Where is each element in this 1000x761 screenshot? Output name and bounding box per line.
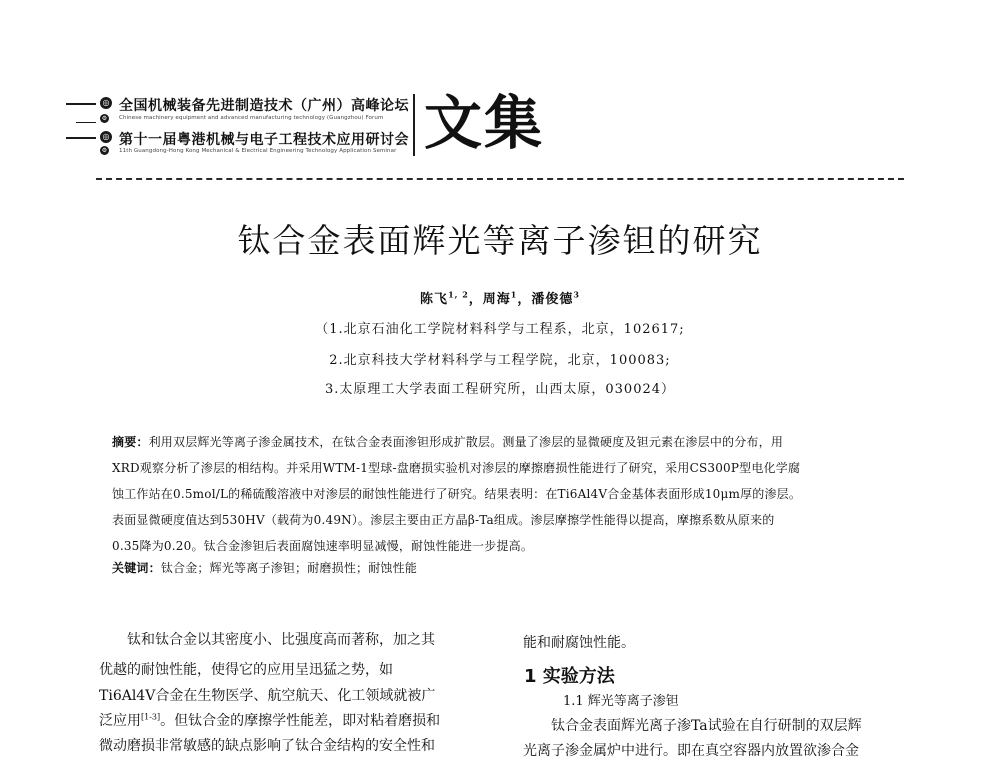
header-separator <box>96 178 904 180</box>
author-3-affil: 3 <box>573 289 580 300</box>
author-line <box>0 288 1000 307</box>
body-text-line: 钛和钛合金以其密度小、比强度高而著称，加之其 <box>99 632 435 648</box>
paper-title: 钛合金表面辉光等离子渗钽的研究 <box>237 221 763 260</box>
body-text: 。但钛合金的摩擦学性能差，即对粘着磨损和 <box>160 713 441 729</box>
body-text-line: 光离子渗金属炉中进行。即在真空容器内放置欲渗合金 <box>523 743 859 759</box>
abstract-label: 摘要： <box>112 435 149 449</box>
affiliation-1: （1.北京石油化工学院材料科学与工程系，北京，102617; <box>315 322 685 337</box>
abstract-line: 蚀工作站在0.5mol/L的稀硫酸溶液中对渗层的耐蚀性能进行了研究。结果表明：在Ti6Al4V合金基体表面形成10μm厚的渗层。 <box>112 487 802 501</box>
header-rule-2 <box>76 122 96 123</box>
keywords-label: 关键词： <box>112 561 161 575</box>
author-3: ，潘俊德 <box>517 292 574 307</box>
header-rule-1 <box>66 103 96 105</box>
seminar-logo-icon: ◎ <box>100 131 112 143</box>
proceedings-brand: 文集 <box>424 89 545 157</box>
affiliation-2: 2.北京科技大学材料科学与工程学院，北京，100083; <box>329 353 671 368</box>
affiliation-3: 3.太原理工大学表面工程研究所，山西太原，030024） <box>324 382 676 397</box>
forum-title: 全国机械装备先进制造技术（广州）高峰论坛 <box>119 98 409 114</box>
forum-logo-icon: ◎ <box>100 97 112 109</box>
body-text-line: Ti6Al4V合金在生物医学、航空航天、化工领域就被广 <box>99 688 436 704</box>
author-1: 陈飞 <box>420 292 449 307</box>
body-text-line: 钛合金表面辉光离子渗Ta试验在自行研制的双层辉 <box>523 718 862 734</box>
keywords-text: 钛合金；辉光等离子渗钽；耐磨损性；耐蚀性能 <box>160 561 418 575</box>
gear-icon: ⚙ <box>101 115 108 122</box>
header-rule-3 <box>66 137 96 139</box>
seminar-title: 第十一届粤港机械与电子工程技术应用研讨会 <box>119 132 409 148</box>
body-text-line: 能和耐腐蚀性能。 <box>523 635 635 651</box>
body-text-line: 微动磨损非常敏感的缺点影响了钛合金结构的安全性和 <box>99 738 435 754</box>
forum-subtitle: Chinese machinery equipment and advanced manufacturing technology (Guangzhou) Forum <box>119 115 384 121</box>
citation-ref: [1-3] <box>141 712 161 722</box>
subsection-heading: 1.1 辉光等离子渗钽 <box>563 694 679 709</box>
header-divider <box>413 94 415 156</box>
gear-icon: ⚙ <box>101 147 108 154</box>
section-heading: 1 实验方法 <box>524 666 615 687</box>
body-text-line: 优越的耐蚀性能，使得它的应用呈迅猛之势，如 <box>99 662 393 678</box>
body-text-line <box>99 711 479 731</box>
author-2-affil: 1 <box>510 289 518 300</box>
abstract-line: 表面显微硬度值达到530HV（载荷为0.49N）。渗层主要由正方晶β-Ta组成。渗层摩擦学性能得以提高，摩擦系数从原来的 <box>112 513 775 527</box>
body-text: 泛应用 <box>99 713 141 729</box>
author-1-affil: 1, 2 <box>448 289 469 300</box>
abstract-line <box>112 434 912 450</box>
abstract-line: 0.35降为0.20。钛合金渗钽后表面腐蚀速率明显减慢，耐蚀性能进一步提高。 <box>112 539 534 553</box>
seminar-subtitle: 11th Guangdong-Hong Kong Mechanical & Electrical Engineering Technology Application Seminar <box>119 148 397 154</box>
keywords-line <box>112 560 912 576</box>
abstract-text: 利用双层辉光等离子渗金属技术，在钛合金表面渗钽形成扩散层。测量了渗层的显微硬度及钽元素在渗层中的分布，用 <box>148 435 784 449</box>
abstract-line: XRD观察分析了渗层的相结构。并采用WTM-1型球-盘磨损实验机对渗层的摩擦磨损性能进行了研究，采用CS300P型电化学腐 <box>112 461 801 475</box>
author-2: ，周海 <box>468 292 511 307</box>
